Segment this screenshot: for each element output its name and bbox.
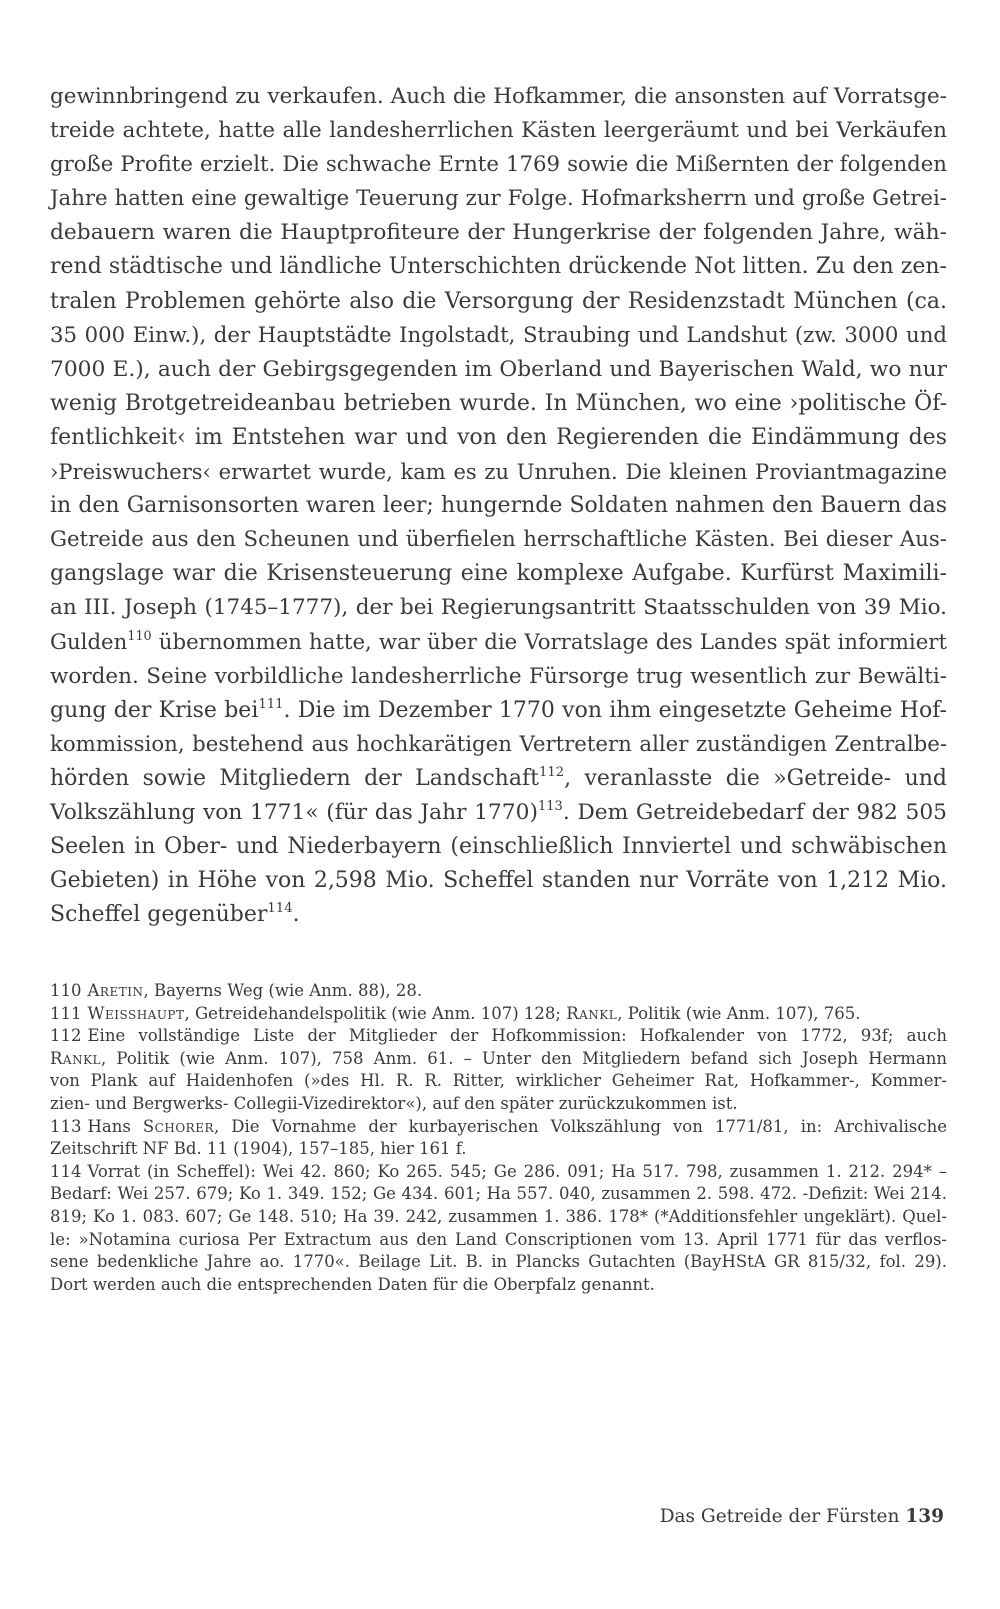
footnote-111 bbox=[50, 1003, 947, 1026]
footnote-text: Eine vollständige Liste der Mitglieder der Hofkommission: Hofkalender von 1772, 93f; auch bbox=[87, 1026, 947, 1046]
body-line: gewinnbringend zu verkaufen. Auch die Hofkammer, die ansonsten auf Vorratsge- bbox=[50, 84, 947, 109]
body-text-fragment: hörden sowie Mitgliedern der Landschaft bbox=[50, 765, 539, 791]
running-title: Das Getreide der Fürsten bbox=[659, 1506, 900, 1527]
body-line: gangslage war die Krisensteuerung eine komplexe Aufgabe. Kurfürst Maximili- bbox=[50, 561, 947, 587]
footnote-ref-114[interactable]: 114 bbox=[267, 901, 293, 917]
body-line: ›Preiswuchers‹ erwartet wurde, kam es zu Unruhen. Die kleinen Proviantmagazine bbox=[50, 460, 947, 485]
body-line: fentlichkeit‹ im Entstehen war und von den Regierenden die Eindämmung des bbox=[50, 424, 947, 450]
body-line: 7000 E.), auch der Gebirgsgegenden im Oberland und Bayerischen Wald, wo nur bbox=[50, 356, 947, 382]
body-text-fragment: , veranlasste die »Getreide- und bbox=[564, 765, 947, 791]
footnote-ref-111[interactable]: 111 bbox=[258, 696, 284, 712]
body-line: treide achtete, hatte alle landesherrlichen Kästen leergeräumt und bei Verkäufen bbox=[50, 118, 947, 144]
footnote-text: , Die Vornahme der kurbayerischen Volkszählung von 1771/81, in: Archivalische bbox=[214, 1116, 947, 1136]
body-line: Jahre hatten eine gewaltige Teuerung zur Folge. Hofmarksherrn und große Getrei- bbox=[50, 186, 947, 212]
body-text-fragment: . Die im Dezember 1770 von ihm eingesetzte Geheime Hof- bbox=[283, 697, 947, 723]
body-line: 35 000 Einw.), der Hauptstädte Ingolstadt, Straubing und Landshut (zw. 3000 und bbox=[50, 322, 947, 348]
footnote-line: 819; Ko 1. 083. 607; Ge 148. 510; Ha 39. 242, zusammen 1. 386. 178* (*Additionsfehler ungeklärt). Quel- bbox=[50, 1206, 947, 1226]
body-text-fragment: . Dem Getreidebedarf der 982 505 bbox=[562, 799, 947, 825]
footnote-number: 113 bbox=[50, 1116, 82, 1136]
body-line bbox=[50, 762, 947, 796]
body-text-fragment: Gulden bbox=[50, 629, 128, 655]
body-text bbox=[50, 80, 947, 932]
body-line bbox=[50, 898, 947, 932]
author-name: Weisshaupt bbox=[87, 1003, 185, 1023]
footnote-110 bbox=[50, 980, 947, 1003]
footnote-112 bbox=[50, 1025, 947, 1048]
footnote-line bbox=[50, 1048, 947, 1071]
author-name: Aretin bbox=[87, 981, 144, 1000]
body-text-fragment: Volkszählung von 1771« (für das Jahr 1770) bbox=[50, 799, 538, 825]
footnote-ref-113[interactable]: 113 bbox=[537, 798, 563, 814]
footnote-ref-112[interactable]: 112 bbox=[538, 764, 565, 780]
body-text-fragment: übernommen hatte, war über die Vorratslage des Landes spät informiert bbox=[151, 629, 947, 655]
footnote-line: Bedarf: Wei 257. 679; Ko 1. 349. 152; Ge 434. 601; Ha 557. 040, zusammen 2. 598. 472. -Defizit: Wei 214. bbox=[50, 1184, 947, 1204]
footnote-text: Vorrat (in Scheffel): Wei 42. 860; Ko 265. 545; Ge 286. 091; Ha 517. 798, zusammen 1. 212. 294* – bbox=[87, 1161, 947, 1181]
body-line: Gebieten) in Höhe von 2,598 Mio. Scheffel standen nur Vorräte von 1,212 Mio. bbox=[50, 868, 947, 894]
body-line: an III. Joseph (1745–1777), der bei Regierungsantritt Staatsschulden von 39 Mio. bbox=[50, 595, 947, 621]
running-footer bbox=[660, 1506, 944, 1527]
body-text-fragment: gung der Krise bei bbox=[50, 697, 259, 723]
footnote-line: Dort werden auch die entsprechenden Daten für die Oberpfalz genannt. bbox=[50, 1274, 655, 1294]
footnote-number: 111 bbox=[50, 1003, 82, 1023]
body-text-fragment: . bbox=[292, 902, 300, 928]
body-line: worden. Seine vorbildliche landesherrliche Fürsorge trug wesentlich zur Bewälti- bbox=[50, 663, 947, 689]
body-line: kommission, bestehend aus hochkarätigen Vertretern aller zuständigen Zentralbe- bbox=[50, 731, 947, 757]
body-line: tralen Problemen gehörte also die Versorgung der Residenzstadt München (ca. bbox=[50, 288, 947, 314]
footnote-line: zien- und Bergwerks- Collegii-Vizedirektor«), auf den später zurückzukommen ist. bbox=[50, 1093, 738, 1113]
footnote-113 bbox=[50, 1116, 947, 1139]
body-line bbox=[50, 694, 947, 728]
body-line bbox=[50, 796, 947, 830]
footnote-text: Hans bbox=[87, 1116, 143, 1136]
footnote-text: , Bayerns Weg (wie Anm. 88), 28. bbox=[143, 981, 423, 1000]
footnote-line: le: »Notamina curiosa Per Extractum aus den Land Conscriptionen vom 13. April 1771 für das verflos- bbox=[50, 1229, 947, 1249]
author-name: Rankl bbox=[50, 1048, 102, 1068]
footnotes bbox=[50, 980, 947, 1296]
body-line: debauern waren die Hauptprofiteure der Hungerkrise der folgenden Jahre, wäh- bbox=[50, 220, 947, 246]
body-text-fragment: Scheffel gegenüber bbox=[50, 902, 268, 928]
body-line: in den Garnisonsorten waren leer; hungernde Soldaten nahmen den Bauern das bbox=[50, 493, 947, 519]
footnote-number: 112 bbox=[50, 1026, 82, 1046]
footnote-line: Zeitschrift NF Bd. 11 (1904), 157–185, hier 161 f. bbox=[50, 1139, 467, 1159]
body-line: rend städtische und ländliche Unterschichten drückende Not litten. Zu den zen- bbox=[50, 254, 947, 280]
footnote-text: , Getreidehandelspolitik (wie Anm. 107) 128; bbox=[184, 1003, 567, 1023]
author-name: Schorer bbox=[142, 1116, 214, 1136]
footnote-line: sene bedenkliche Jahre ao. 1770«. Beilage Lit. B. in Plancks Gutachten (BayHStA GR 815/32, fol. 29). bbox=[50, 1252, 947, 1272]
body-line bbox=[50, 626, 947, 660]
footnote-114 bbox=[50, 1161, 947, 1184]
author-name: Rankl bbox=[566, 1003, 618, 1023]
body-line: Getreide aus den Scheunen und überfielen herrschaftliche Kästen. Bei dieser Aus- bbox=[50, 527, 947, 553]
footnote-line: von Plank auf Haidenhofen (»des Hl. R. R. Ritter, wirklicher Geheimer Rat, Hofkammer-, Kommer- bbox=[50, 1071, 947, 1091]
footnote-ref-110[interactable]: 110 bbox=[127, 628, 152, 644]
page-number: 139 bbox=[905, 1506, 944, 1527]
footnote-number: 110 bbox=[50, 981, 82, 1000]
footnote-text: , Politik (wie Anm. 107), 758 Anm. 61. – Unter den Mitgliedern befand sich Joseph Hermann bbox=[101, 1048, 947, 1068]
body-line: Seelen in Ober- und Niederbayern (einschließlich Innviertel und schwäbischen bbox=[50, 834, 947, 860]
footnote-number: 114 bbox=[50, 1161, 82, 1181]
footnote-text: , Politik (wie Anm. 107), 765. bbox=[617, 1003, 861, 1023]
body-line: wenig Brotgetreideanbau betrieben wurde. In München, wo eine ›politische Öf- bbox=[50, 390, 947, 416]
body-line: große Profite erzielt. Die schwache Ernte 1769 sowie die Mißernten der folgenden bbox=[50, 152, 947, 178]
